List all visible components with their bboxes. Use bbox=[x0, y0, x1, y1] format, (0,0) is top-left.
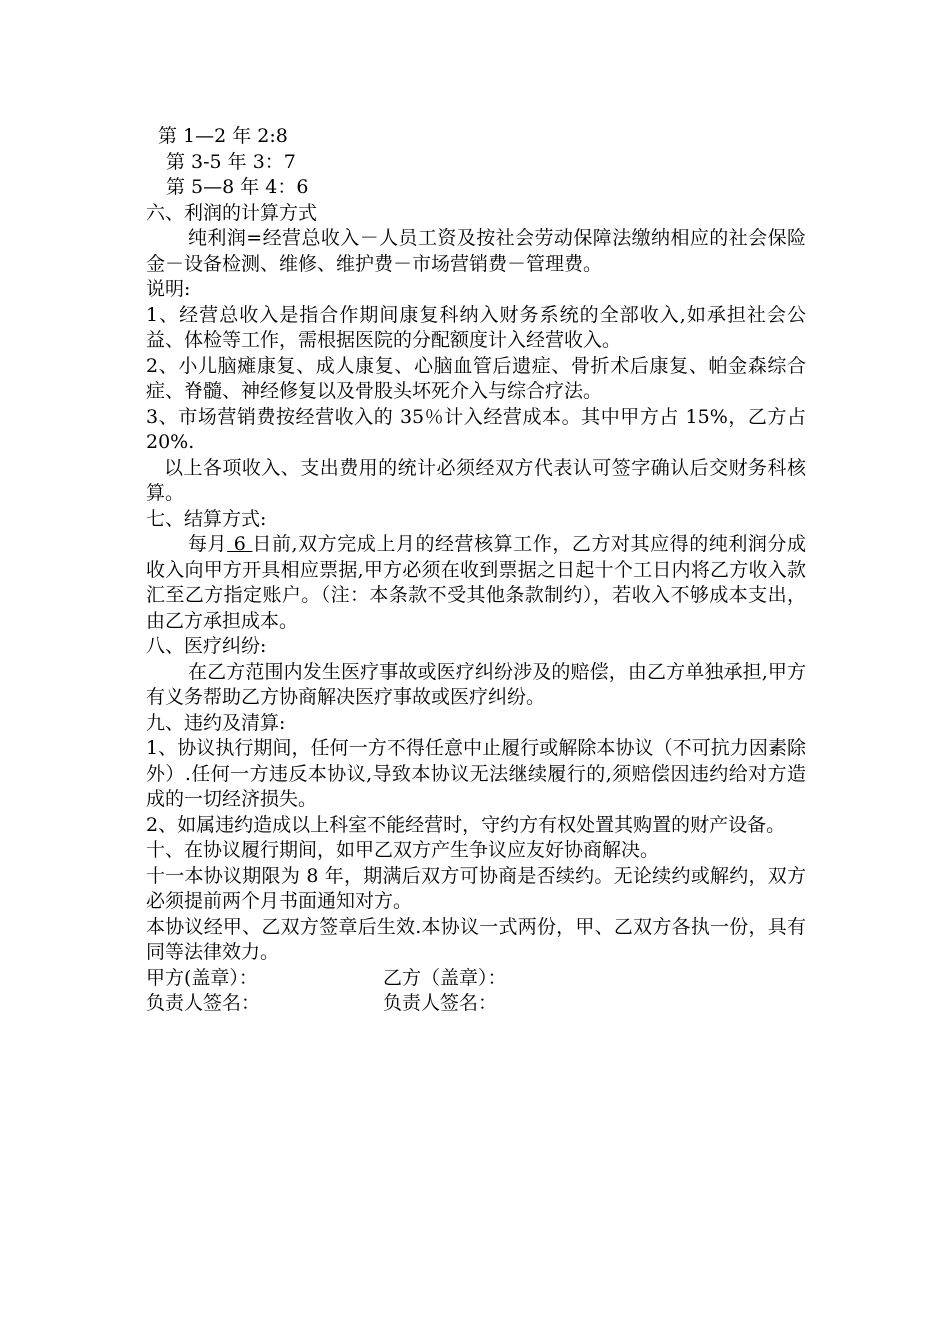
ratio-year-1-2: 第 1—2 年 2:8 bbox=[158, 125, 288, 147]
seal-row bbox=[146, 966, 806, 992]
section-8-heading: 八、医疗纠纷: bbox=[146, 635, 267, 657]
note-item-1: 1、经营总收入是指合作期间康复科纳入财务系统的全部收入,如承担社会公益、体检等工作，需根据医院的分配额度计入经营收入。 bbox=[146, 303, 806, 351]
confirm-paragraph: 以上各项收入、支出费用的统计必须经双方代表认可签字确认后交财务科核算。 bbox=[146, 456, 806, 504]
settlement-text-before: 每月 bbox=[188, 533, 228, 555]
party-b-seal: 乙方（盖章）： bbox=[383, 966, 507, 989]
section-6-heading: 六、利润的计算方式 bbox=[146, 201, 318, 224]
party-a-signature: 负责人签名： bbox=[146, 992, 261, 1014]
party-b-signature: 负责人签名： bbox=[383, 992, 498, 1014]
ratio-year-5-8: 第 5—8 年 4：6 bbox=[166, 176, 309, 198]
settlement-day: 6 bbox=[227, 533, 253, 555]
note-item-3: 3、市场营销费按经营收入的 35％计入经营成本。其中甲方占 15%，乙方占 20%. bbox=[146, 405, 806, 453]
signature-row bbox=[146, 991, 806, 1017]
profit-formula: 纯利润=经营总收入－人员工资及按社会劳动保障法缴纳相应的社会保险金－设备检测、维修、维护费－市场营销费－管理费。 bbox=[146, 227, 806, 275]
dispute-paragraph: 在乙方范围内发生医疗事故或医疗纠纷涉及的赔偿，由乙方单独承担,甲方有义务帮助乙方协商解决医疗事故或医疗纠纷。 bbox=[146, 660, 806, 708]
section-10: 十、在协议履行期间，如甲乙双方产生争议应友好协商解决。 bbox=[146, 839, 660, 861]
breach-item-2: 2、如属违约造成以上科室不能经营时，守约方有权处置其购置的财产设备。 bbox=[146, 813, 786, 836]
note-item-2: 2、小儿脑瘫康复、成人康复、心脑血管后遗症、骨折术后康复、帕金森综合症、脊髓、神经修复以及骨股头坏死介入与综合疗法。 bbox=[146, 354, 806, 402]
effect-paragraph: 本协议经甲、乙双方签章后生效.本协议一式两份，甲、乙双方各执一份，具有同等法律效力。 bbox=[146, 915, 806, 963]
settlement-text-after: 日前,双方完成上月的经营核算工作，乙方对其应得的纯利润分成收入向甲方开具相应票据,甲方必须在收到票据之日起十个工日内将乙方收入款汇至乙方指定账户。（注：本条款不受其他条款制约），若收入不够成本支出，由乙方承担成本。 bbox=[146, 533, 806, 632]
party-a-seal: 甲方(盖章）： bbox=[146, 966, 258, 989]
agreement-text bbox=[146, 124, 806, 1017]
note-label: 说明: bbox=[146, 278, 191, 300]
settlement-paragraph bbox=[146, 532, 806, 634]
breach-item-1: 1、协议执行期间，任何一方不得任意中止履行或解除本协议（不可抗力因素除外）.任何一方违反本协议,导致本协议无法继续履行的,须赔偿因违约给对方造成的一切经济损失。 bbox=[146, 737, 806, 810]
section-7-heading: 七、结算方式: bbox=[146, 507, 267, 530]
ratio-year-3-5: 第 3-5 年 3：7 bbox=[166, 150, 296, 173]
section-11: 十一本协议期限为 8 年，期满后双方可协商是否续约。无论续约或解约，双方必须提前两个月书面通知对方。 bbox=[146, 864, 806, 912]
section-9-heading: 九、违约及清算: bbox=[146, 711, 286, 734]
